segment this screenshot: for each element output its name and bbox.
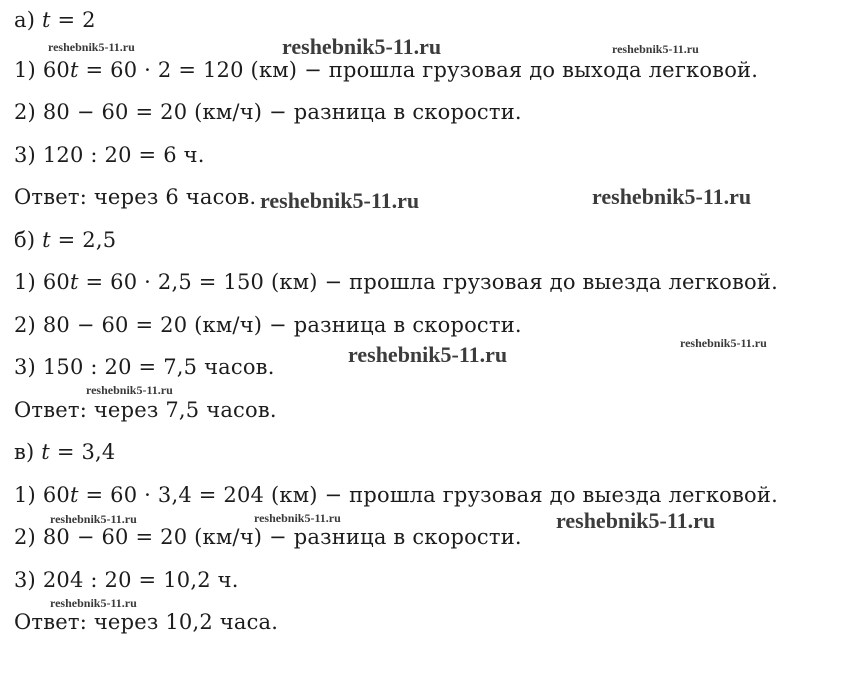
solution-line: в) t = 3,4 [14,440,116,464]
watermark: reshebnik5-11.ru [348,342,508,367]
watermark: reshebnik5-11.ru [50,512,137,526]
answer-line: Ответ: через 7,5 часов. [14,398,277,422]
watermark: reshebnik5-11.ru [556,508,716,533]
solution-line: а) t = 2 [14,8,96,32]
solution-line: 1) 60t = 60 · 2 = 120 (км) − прошла грузовая до выхода легковой. [14,58,759,82]
solution-line: 1) 60t = 60 · 3,4 = 204 (км) − прошла грузовая до выезда легковой. [14,483,778,507]
watermark: reshebnik5-11.ru [260,188,420,213]
answer-line: Ответ: через 6 часов. [14,185,257,209]
answer-line: Ответ: через 10,2 часа. [14,610,279,634]
watermark: reshebnik5-11.ru [612,42,699,56]
solution-line: 2) 80 − 60 = 20 (км/ч) − разница в скорости. [14,100,522,124]
watermark: reshebnik5-11.ru [48,40,135,54]
solution-line: 3) 204 : 20 = 10,2 ч. [14,568,239,592]
solution-line: б) t = 2,5 [14,228,117,252]
watermark: reshebnik5-11.ru [680,336,767,350]
watermark: reshebnik5-11.ru [254,511,341,525]
watermark: reshebnik5-11.ru [282,34,442,59]
watermark: reshebnik5-11.ru [50,596,137,610]
solution-line: 3) 150 : 20 = 7,5 часов. [14,355,275,379]
watermark: reshebnik5-11.ru [592,184,752,209]
watermark: reshebnik5-11.ru [86,383,173,397]
solution-line: 2) 80 − 60 = 20 (км/ч) − разница в скорости. [14,313,522,337]
solution-line: 3) 120 : 20 = 6 ч. [14,143,205,167]
solution-line: 1) 60t = 60 · 2,5 = 150 (км) − прошла грузовая до выезда легковой. [14,270,778,294]
solution-line: 2) 80 − 60 = 20 (км/ч) − разница в скорости. [14,525,522,549]
